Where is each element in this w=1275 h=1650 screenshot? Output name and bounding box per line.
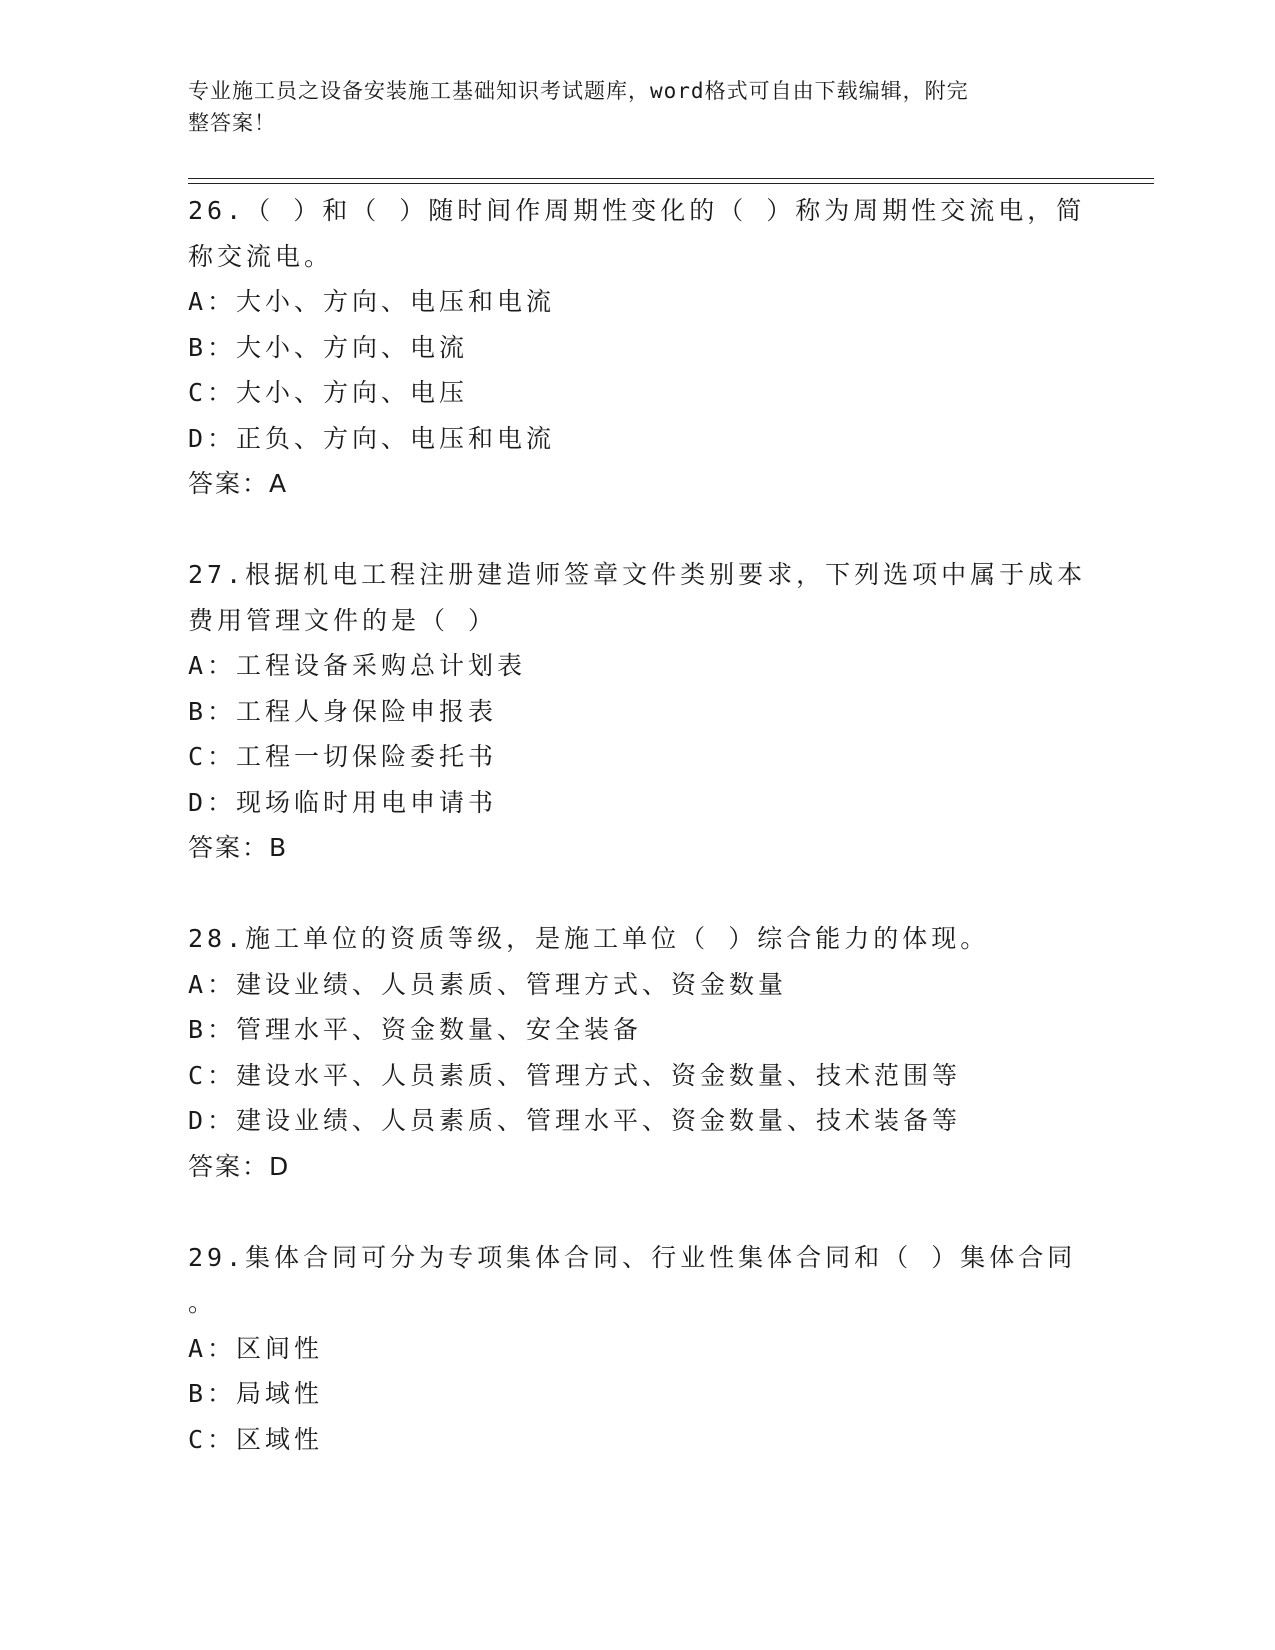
option-c: C：工程一切保险委托书 bbox=[188, 742, 498, 771]
question-27 bbox=[188, 552, 1088, 871]
question-stem-line-2: 称交流电。 bbox=[188, 241, 334, 271]
option-b: B：管理水平、资金数量、安全装备 bbox=[188, 1015, 643, 1044]
question-29 bbox=[188, 1235, 1088, 1463]
question-list bbox=[188, 188, 1088, 1462]
option-c: C：建设水平、人员素质、管理方式、资金数量、技术范围等 bbox=[188, 1060, 962, 1090]
question-stem-line-1: 29.集体合同可分为专项集体合同、行业性集体合同和（ ）集体合同 bbox=[188, 1242, 1077, 1272]
question-stem-line-1: 26.（ ）和（ ）随时间作周期性变化的（ ）称为周期性交流电，简 bbox=[188, 196, 1086, 225]
option-a: A：大小、方向、电压和电流 bbox=[188, 287, 556, 316]
question-26 bbox=[188, 188, 1088, 507]
question-spacer bbox=[188, 871, 1088, 917]
option-d: D：正负、方向、电压和电流 bbox=[188, 423, 556, 453]
header-divider-top bbox=[188, 178, 1154, 179]
option-b: B：局域性 bbox=[188, 1379, 324, 1408]
option-c: C：区域性 bbox=[188, 1424, 324, 1454]
question-spacer bbox=[188, 1189, 1088, 1235]
header-intro-line-2: 整答案！ bbox=[188, 111, 276, 135]
option-b: B：大小、方向、电流 bbox=[188, 332, 469, 362]
question-stem-line-1: 27.根据机电工程注册建造师签章文件类别要求，下列选项中属于成本 bbox=[188, 560, 1087, 589]
question-stem-line-2: 费用管理文件的是（ ） bbox=[188, 605, 498, 635]
answer-line: 答案：B bbox=[188, 833, 289, 862]
option-c: C：大小、方向、电压 bbox=[188, 378, 469, 407]
question-spacer bbox=[188, 507, 1088, 553]
answer-line: 答案：A bbox=[188, 469, 289, 498]
answer-line: 答案：D bbox=[188, 1151, 291, 1181]
option-a: A：工程设备采购总计划表 bbox=[188, 651, 527, 680]
option-d: D：现场临时用电申请书 bbox=[188, 787, 498, 817]
header-intro-line-1: 专业施工员之设备安装施工基础知识考试题库，word格式可自由下载编辑，附完 bbox=[188, 79, 969, 103]
document-header bbox=[188, 75, 1068, 139]
option-a: A：区间性 bbox=[188, 1333, 324, 1363]
option-d: D：建设业绩、人员素质、管理水平、资金数量、技术装备等 bbox=[188, 1106, 962, 1135]
option-b: B：工程人身保险申报表 bbox=[188, 696, 498, 726]
question-stem-line-2: 。 bbox=[188, 1288, 218, 1317]
header-divider-bottom bbox=[188, 183, 1154, 184]
question-stem-line-1: 28.施工单位的资质等级，是施工单位（ ）综合能力的体现。 bbox=[188, 924, 990, 953]
question-28 bbox=[188, 916, 1088, 1189]
option-a: A：建设业绩、人员素质、管理方式、资金数量 bbox=[188, 969, 788, 999]
